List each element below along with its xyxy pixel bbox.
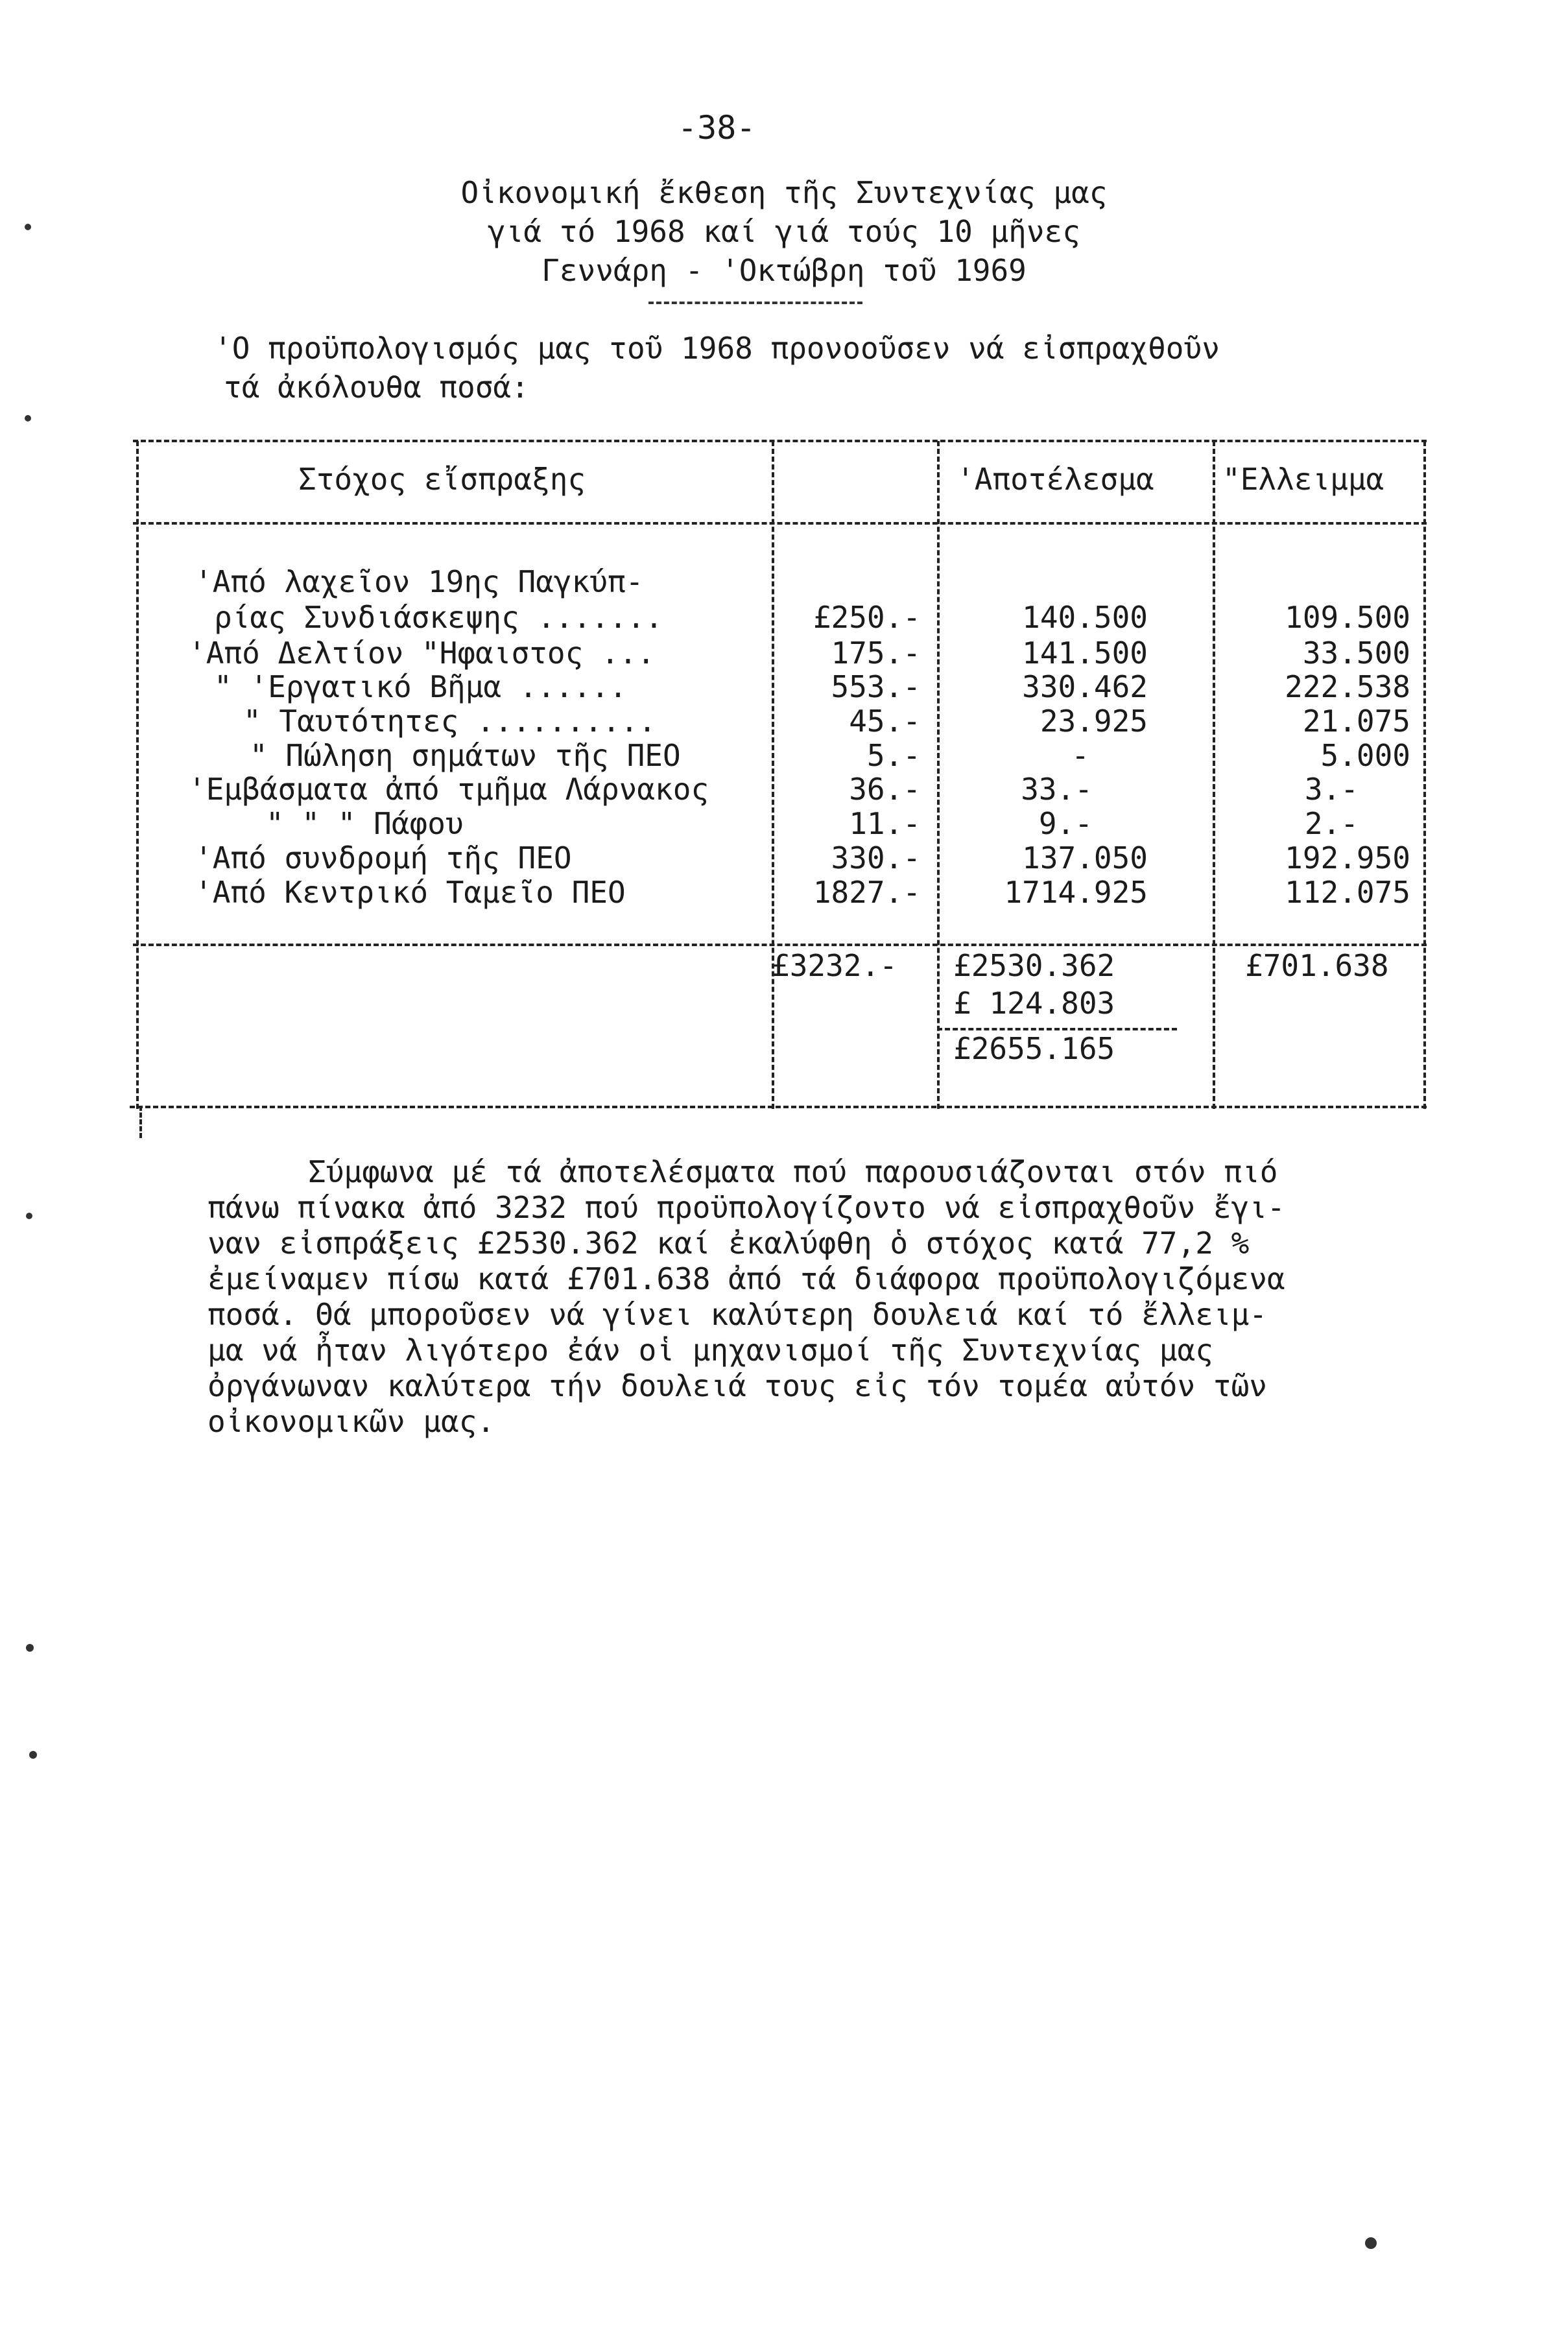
row-budget: 175.- <box>831 636 921 671</box>
paragraph-line: οἰκονομικῶν μας. <box>208 1404 495 1439</box>
row-deficit: 112.075 <box>1285 875 1410 910</box>
paragraph-line: ὀργάνωναν καλύτερα τήν δουλειά τους εἰς τόν τομέα αὐτόν τῶν <box>208 1368 1267 1403</box>
scan-speck <box>29 1751 37 1759</box>
report-title-line-3: Γεννάρη - 'Οκτώβρη τοῦ 1969 <box>541 253 1027 288</box>
row-result: 23.925 <box>1039 704 1148 739</box>
page-number: -38- <box>678 109 756 147</box>
row-result: 33.- <box>1021 772 1093 807</box>
result-sum: £2655.165 <box>953 1031 1115 1066</box>
row-deficit: 192.950 <box>1285 840 1410 875</box>
header-deficit: "Ελλειμμα <box>1222 462 1384 497</box>
paragraph-line: ποσά. Θά μποροῦσεν νά γίνει καλύτερη δουλειά καί τό ἔλλειμ- <box>208 1297 1267 1332</box>
scan-speck <box>25 224 31 230</box>
row-deficit: 21.075 <box>1302 704 1410 739</box>
row-result: - <box>1071 738 1089 773</box>
row-result: 9.- <box>1038 806 1093 841</box>
row-deficit: 33.500 <box>1302 636 1410 671</box>
scan-speck <box>26 1644 34 1652</box>
row-result: 137.050 <box>1022 840 1148 875</box>
row-budget: 36.- <box>849 772 921 807</box>
label-line: 'Από Δελτίον "Ηφαιστος ... <box>188 636 656 671</box>
report-title-line-2: γιά τό 1968 καί γιά τούς 10 μῆνες <box>488 214 1080 249</box>
row-result: 1714.925 <box>1004 875 1148 910</box>
row-result: 330.462 <box>1022 669 1148 704</box>
row-budget: 553.- <box>831 669 921 704</box>
paragraph-line: πάνω πίνακα ἀπό 3232 πού προϋπολογίζοντο νά εἰσπραχθοῦν ἔγι- <box>208 1190 1285 1225</box>
total-deficit: £701.638 <box>1245 948 1389 983</box>
label-line: " 'Εργατικό Βῆμα ...... <box>214 669 627 704</box>
intro-line-2: τά ἀκόλουθα ποσά: <box>224 370 529 405</box>
title-underline <box>648 302 862 304</box>
total-budget: £3232.- <box>772 948 897 983</box>
paragraph-line: ναν εἰσπράξεις £2530.362 καί ἐκαλύφθη ὁ στόχος κατά 77,2 % <box>208 1226 1250 1261</box>
row-deficit: 109.500 <box>1285 600 1410 635</box>
row-deficit: 2.- <box>1304 806 1359 841</box>
row-result: 140.500 <box>1022 600 1148 635</box>
row-deficit: 222.538 <box>1285 669 1410 704</box>
total-result: £2530.362 <box>953 948 1115 983</box>
row-deficit: 3.- <box>1304 772 1359 807</box>
row-budget: 330.- <box>831 840 921 875</box>
label-line: " Ταυτότητες .......... <box>243 704 656 739</box>
header-result: 'Αποτέλεσμα <box>956 462 1154 497</box>
row-budget: 11.- <box>849 806 921 841</box>
label-line: 'Από συνδρομή τῆς ΠΕΟ <box>195 840 572 875</box>
label-line: 'Εμβάσματα ἀπό τμῆμα Λάρνακος <box>188 772 709 807</box>
paragraph-line: Σύμφωνα μέ τά ἀποτελέσματα πού παρουσιάζονται στόν πιό <box>308 1154 1278 1189</box>
label-line: 'Από λαχεῖον 19ης Παγκύπ- <box>195 564 644 599</box>
row-budget: 5.- <box>866 738 921 773</box>
row-budget: 1827.- <box>813 875 921 910</box>
scan-speck <box>25 415 31 422</box>
label-line: ρίας Συνδιάσκεψης ....... <box>214 600 663 635</box>
scan-speck <box>26 1213 32 1219</box>
paragraph-line: μα νά ἦταν λιγότερο ἐάν οἱ μηχανισμοί τῆς Συντεχνίας μας <box>208 1333 1213 1368</box>
label-line: " " " Πάφου <box>266 806 464 841</box>
result-extra: £ 124.803 <box>953 986 1115 1021</box>
intro-line-1: 'Ο προϋπολογισμός μας τοῦ 1968 προνοοῦσεν νά εἰσπραχθοῦν <box>214 331 1220 366</box>
header-target: Στόχος εἴσπραξης <box>298 462 586 497</box>
row-result: 141.500 <box>1022 636 1148 671</box>
row-deficit: 5.000 <box>1320 738 1410 773</box>
report-title-line-1: Οἰκονομική ἔκθεση τῆς Συντεχνίας μας <box>460 175 1108 210</box>
row-budget: 45.- <box>849 704 921 739</box>
paragraph-line: ἐμείναμεν πίσω κατά £701.638 ἀπό τά διάφορα προϋπολογιζόμενα <box>208 1261 1285 1296</box>
label-line: 'Από Κεντρικό Ταμεῖο ΠΕΟ <box>195 875 626 910</box>
row-budget: £250.- <box>813 600 921 635</box>
label-line: " Πώληση σημάτων τῆς ΠΕΟ <box>250 738 681 773</box>
scan-speck <box>1365 2237 1377 2249</box>
